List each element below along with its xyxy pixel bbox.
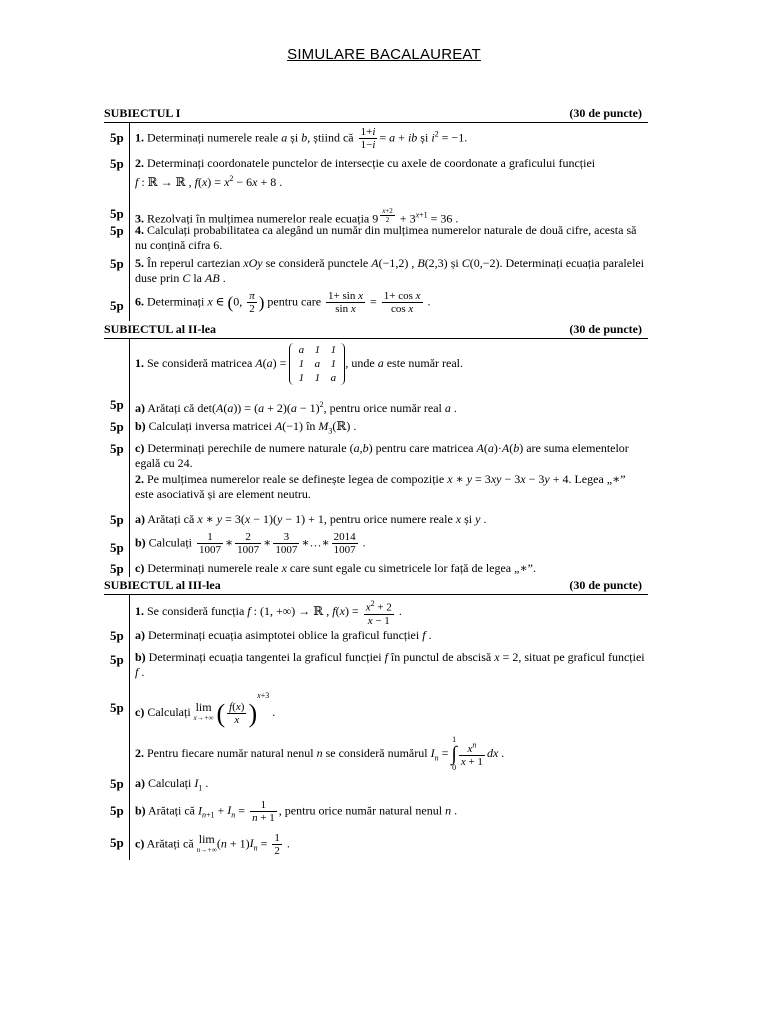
problem-text: a) Calculați $I_1$ .	[135, 776, 209, 793]
problem-text: c) Determinați perechile de numere naturale (a,b) pentru care matricea A(a)·A(b) are suma elementelor egală cu 24.	[135, 441, 629, 470]
subpoint-label: a)	[135, 401, 145, 415]
problem-number: 2.	[135, 745, 144, 760]
text: Rezolvați în mulțimea numerelor reale ecuația	[147, 211, 370, 226]
points-label: 5p	[110, 700, 124, 715]
problem-text: 1. Determinați numerele reale a și b, știind că $\frac{1+i}{1-i}$ = a + ib și $i^2 = -1$.	[135, 126, 468, 151]
text: pentru care matricea	[375, 441, 474, 455]
text: , pentru orice număr real	[323, 401, 442, 415]
points-label: 5p	[110, 561, 124, 576]
problem-text: 2. Determinați coordonatele punctelor de intersecție cu axele de coordonate a graficului funcției f : ℝ → ℝ , $f(x) = x^2 - 6x + 8$ .	[135, 156, 596, 189]
problem-text: 6. Determinați x ∈ (0, $\frac{\pi}{2}$ ) pentru care $\frac{\text{1+ sin x}}{\text{sin x}}$ = $\frac{\text{1+ cos x}}{\text{cos x}}$ .	[135, 290, 431, 315]
problem-text: 2. Pe mulțimea numerelor reale se definește legea de compoziție x ∗ y = 3xy − 3x − 3y + 4. Legea „∗” este asociativă și are element neutru.	[135, 472, 626, 501]
points-label: 5p	[110, 130, 124, 145]
section-points: (30 de puncte)	[569, 322, 642, 336]
text: Arătați că	[147, 512, 195, 526]
problem-text: c) Arătați că lim n→+∞ $(n + 1)I_n$ = $\frac{1}{2}$ .	[135, 831, 290, 857]
subpoint-label: b)	[135, 419, 146, 433]
text: Calculați	[147, 705, 191, 719]
text: , pentru orice număr natural nenul	[278, 803, 443, 818]
points-label: 5p	[110, 206, 124, 221]
problem-text	[135, 223, 645, 253]
points-label: 5p	[110, 441, 124, 456]
text: și	[290, 130, 299, 145]
text: Determinați ecuația asimptotei oblice la graficul funcției	[148, 628, 420, 642]
problem-text: 1. Se consideră funcția f : (1, +∞) → ℝ , f(x) = $\frac{x^2 + 2}{x - 1}$ .	[135, 599, 402, 627]
subpoint-label: c)	[135, 441, 145, 455]
problem-text: 2. Pentru fiecare număr natural nenul n se consideră numărul $I_n = 1$ ∫ 0 $\frac{x^n}{x + 1}$ dx .	[135, 735, 505, 772]
text: Arătați că	[146, 836, 194, 851]
text: pentru care	[267, 294, 322, 309]
subpoint-label: c)	[135, 836, 145, 851]
text: Determinați numerele reale	[147, 561, 279, 575]
problem-text: 1. Se consideră matricea A(a) = a 1 1 1 a 1 1 1 a , unde a este număr real.	[135, 344, 464, 384]
points-label: 5p	[110, 397, 124, 412]
text: are suma elementelor egală cu 24.	[135, 441, 629, 470]
text: În reperul cartezian	[147, 256, 241, 270]
text: , situat pe graficul funcției	[518, 650, 645, 664]
points-label: 5p	[110, 835, 124, 850]
subpoint-label: b)	[135, 650, 146, 664]
problem-text: a) Arătați că $\det(A(a)) = (a + 2)(a - 1)^2$, pentru orice număr real a .	[135, 400, 457, 415]
problem-number: 1.	[135, 130, 144, 145]
problem-text: 3. Rezolvați în mulțimea numerelor reale ecuația 9 $^{\frac{x+2}{2}}$ + $3^{x+1} = 36$ .	[135, 207, 459, 226]
points-label: 5p	[110, 156, 124, 171]
text: Determinați	[147, 294, 205, 309]
problem-number: 6.	[135, 294, 144, 309]
problem-text: a) Determinați ecuația asimptotei oblice la graficul funcției f .	[135, 628, 432, 642]
text: se consideră numărul	[325, 745, 428, 760]
subpoint-label: c)	[135, 561, 145, 575]
text: Calculați	[148, 535, 192, 550]
problem-number: 2.	[135, 156, 144, 170]
subpoint-label: b)	[135, 535, 146, 550]
points-label: 5p	[110, 419, 124, 434]
points-label: 5p	[110, 628, 124, 643]
section-points: (30 de puncte)	[569, 106, 642, 120]
text: Determinați ecuația tangentei la graficul funcției	[148, 650, 382, 664]
fraction: $\frac{1+i}{1-i}$	[360, 126, 376, 151]
text: și	[420, 130, 429, 145]
section-header-2	[104, 322, 648, 339]
page-title: SIMULARE BACALAUREAT	[287, 46, 481, 63]
text: Determinați coordonatele punctelor de intersecție cu axele de coordonate a graficului funcției	[147, 156, 596, 170]
points-label: 5p	[110, 223, 124, 238]
points-label: 5p	[110, 512, 124, 527]
problem-text: c) Determinați numerele reale x care sunt egale cu simetricele lor față de legea „∗”.	[135, 561, 536, 575]
section-header-3	[104, 578, 648, 595]
text: Pe mulțimea numerelor reale se definește legea de compoziție	[147, 472, 445, 486]
text: Se consideră matricea	[147, 355, 253, 370]
text: care sunt egale cu simetricele lor față de legea „∗”.	[289, 561, 536, 575]
text: Calculați	[148, 776, 192, 790]
text: Calculați inversa matricei	[148, 419, 272, 433]
problem-text: b) Calculați inversa matricei A(−1) în $M_3(ℝ)$ .	[135, 419, 357, 436]
problem-text: c) Calculați lim x→+∞ ( $\frac{f(x)}{x}$ )$^{x+3}$ .	[135, 691, 276, 728]
text: , unde	[345, 355, 375, 370]
problem-number: 1.	[135, 604, 144, 619]
text: este număr real.	[386, 355, 464, 370]
text: în punctul de abscisă	[390, 650, 492, 664]
text: și	[450, 256, 459, 270]
text: Determinați perechile de numere naturale	[147, 441, 347, 455]
problem-number: 5.	[135, 256, 144, 270]
text: Determinați numerele reale	[147, 130, 279, 145]
text: , știind că	[307, 130, 354, 145]
section-name: SUBIECTUL al II-lea	[104, 322, 217, 336]
points-label: 5p	[110, 298, 124, 313]
problem-text: b) Calculați $\frac{1}{1007}$ ∗ $\frac{2}{1007}$ ∗ $\frac{3}{1007}$ ∗…∗ $\frac{2014}{1007}$ .	[135, 531, 366, 556]
text: . Legea „∗” este asociativă și are element neutru.	[135, 472, 626, 501]
matrix: a 1 1 1 a 1 1 1 a	[289, 343, 345, 385]
text: Arătați că	[147, 401, 195, 415]
subpoint-label: a)	[135, 776, 145, 790]
points-label: 5p	[110, 652, 124, 667]
text: și	[464, 512, 473, 526]
text: . Determinați ecuația paralelei duse prin	[135, 256, 645, 285]
column-divider	[129, 595, 130, 860]
problem-number: 1.	[135, 355, 144, 370]
text: Arătați că	[148, 803, 195, 818]
points-label: 5p	[110, 540, 124, 555]
column-divider	[129, 339, 130, 577]
points-label: 5p	[110, 256, 124, 271]
subpoint-label: a)	[135, 628, 145, 642]
problem-text: 5. În reperul cartezian xOy se consideră punctele A(−1,2) , B(2,3) și C(0,−2). Determinați ecuația paralelei duse prin C la AB .	[135, 256, 645, 285]
text: se consideră punctele	[265, 256, 369, 270]
section-name: SUBIECTUL I	[104, 106, 181, 120]
subpoint-label: a)	[135, 512, 145, 526]
problem-number: 2.	[135, 472, 144, 486]
points-label: 5p	[110, 803, 124, 818]
problem-text: b) Determinați ecuația tangentei la graficul funcției f în punctul de abscisă x = 2, situat pe graficul funcției f .	[135, 650, 645, 679]
text: , pentru orice numere reale	[323, 512, 453, 526]
problem-text: a) Arătați că x ∗ y = 3(x − 1)(y − 1) + 1, pentru orice numere reale x și y .	[135, 512, 487, 526]
text: la	[193, 271, 203, 285]
section-points: (30 de puncte)	[569, 578, 642, 592]
text: .	[464, 130, 468, 145]
text: Pentru fiecare număr natural nenul	[147, 745, 314, 760]
section-header-1	[104, 106, 648, 123]
subpoint-label: b)	[135, 803, 146, 818]
points-label: 5p	[110, 776, 124, 791]
problem-text: b) Arătați că $I_{n+1} + I_n$ = $\frac{1}{n + 1}$ , pentru orice număr natural nenul n .	[135, 799, 458, 824]
column-divider	[129, 123, 130, 321]
text: Calculați probabilitatea ca alegând un număr din mulțimea numerelor naturale de două cifre, acesta să nu conțină cifra 6.	[135, 223, 637, 252]
subpoint-label: c)	[135, 705, 145, 719]
problem-number: 3.	[135, 211, 144, 226]
section-name: SUBIECTUL al III-lea	[104, 578, 221, 592]
text: Se consideră funcția	[147, 604, 245, 619]
text: în	[306, 419, 316, 433]
problem-number: 4.	[135, 223, 144, 237]
